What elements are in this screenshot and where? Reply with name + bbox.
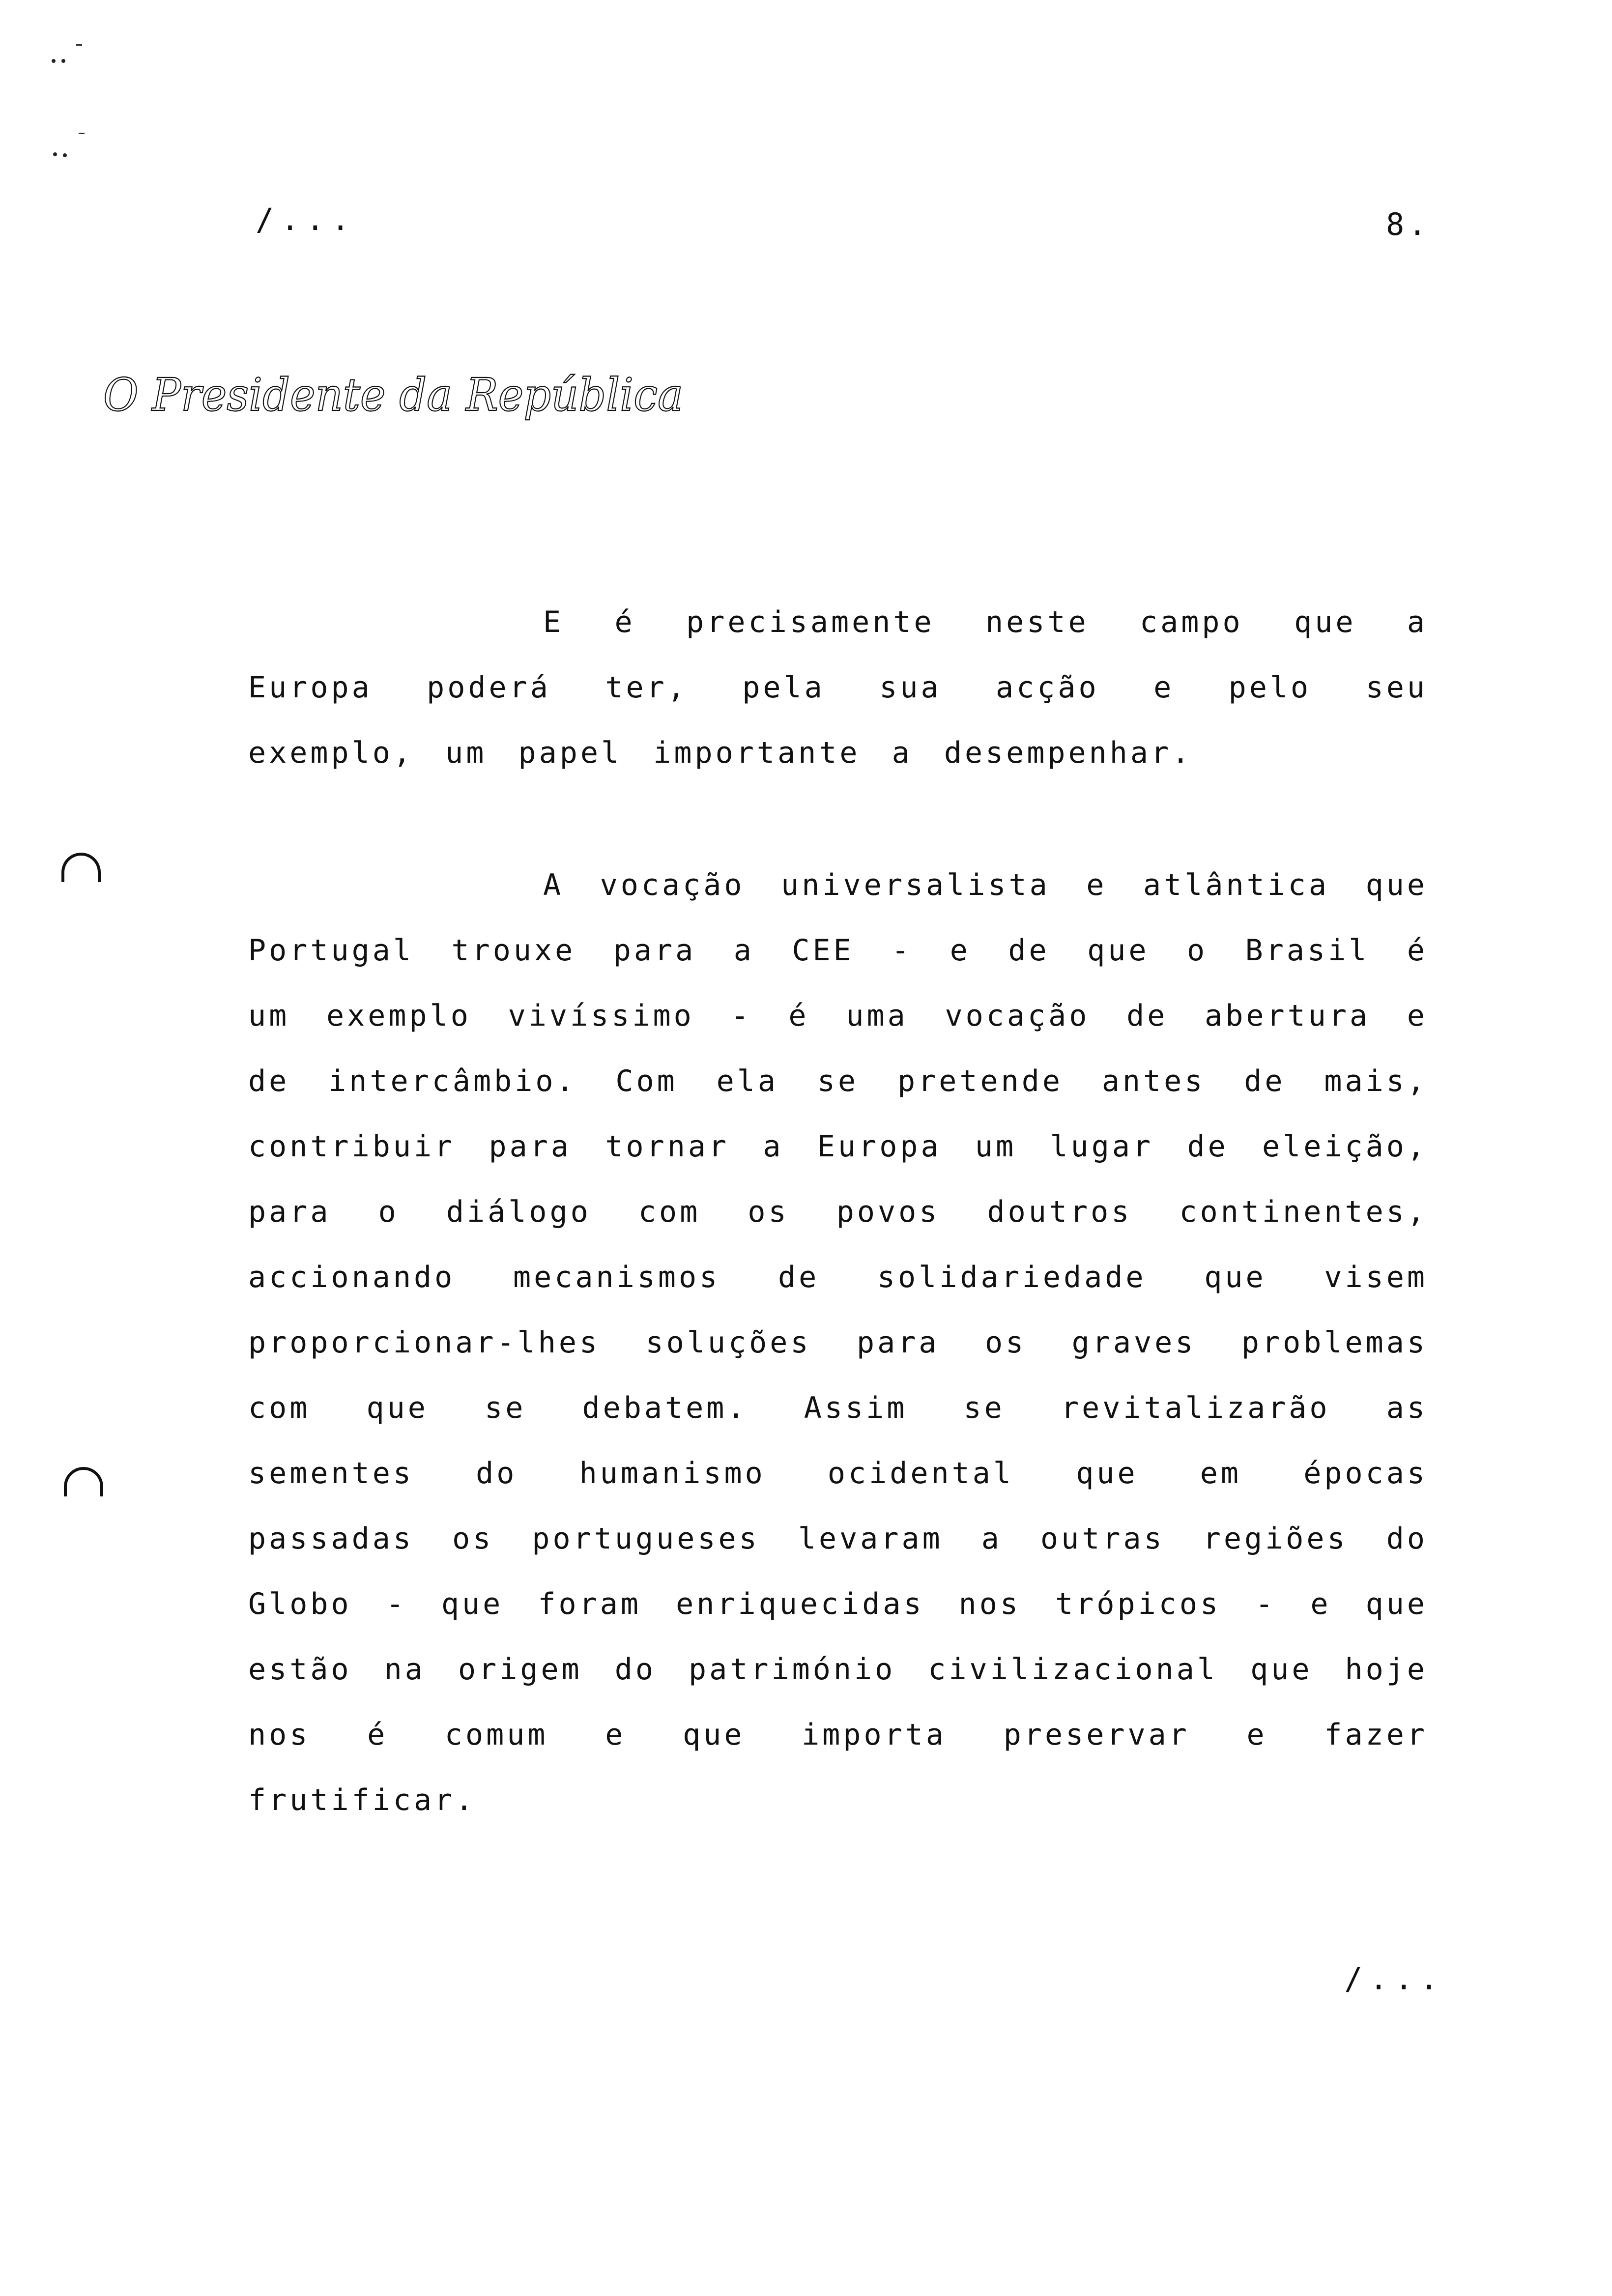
paragraph-text: E é precisamente neste campo que a Europa poderá ter, pela sua acção e pelo seu exemplo, um papel importante a desempenhar. [248,605,1428,770]
scan-artifact-dash [79,133,85,134]
continuation-mark-top: /... [256,201,357,237]
punch-hole-mark [64,1467,103,1496]
paragraph [248,590,1428,786]
scan-artifact-dash [76,44,82,46]
page-number: 8. [1386,206,1431,242]
paragraph-text: A vocação universalista e atlântica que Portugal trouxe para a CEE - e de que o Brasil é um exemplo vivíssimo - é uma vocação de abertura e de intercâmbio. Com ela se pretende antes de mais, contribuir para tornar a Europa um lugar de eleição, para o diálogo com os povos doutros continentes, accionando mecanismos de solidariedade que visem proporcionar-lhes soluções para os graves problemas com que se debatem. Assim se revitalizarão as sementes do humanismo ocidental que em épocas passadas os portugueses levaram a outras regiões do Globo - que foram enriquecidas nos trópicos - e que estão na origem do património civilizacional que hoje nos é comum e que importa preservar e fazer frutificar. [248,868,1428,1817]
scan-artifact-dot [61,59,65,63]
scan-artifact-dot [52,59,56,63]
scan-artifact-dot [53,152,57,156]
scan-artifact-dot [63,153,67,157]
paragraph [248,853,1428,1833]
letterhead-text: O Presidente da República [103,369,683,421]
continuation-mark-bottom: /... [1344,1961,1445,1997]
letterhead-script [98,359,688,437]
punch-hole-mark [61,853,101,882]
